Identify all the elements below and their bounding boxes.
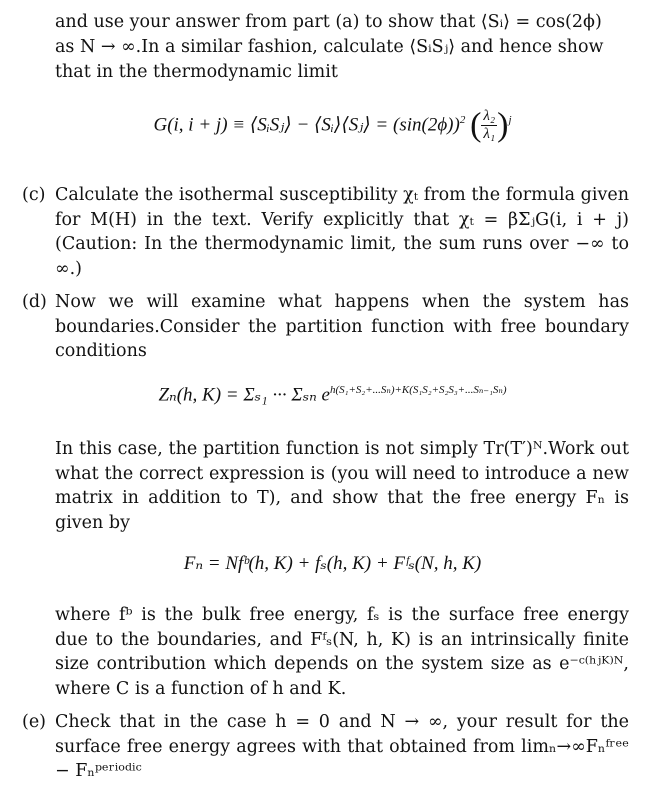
part-d-text-3: where fᵇ is the bulk free energy, fₛ is the surface free energy due to the boundaries, and Fᶠₛ(N, h, K) is an intrinsically finite size contribution which depends on the system size as e⁻ᶜ⁽ʰʲᴷ⁾ᴺ, where C is a function of h and K. xyxy=(55,605,629,699)
correlation-power: 2 xyxy=(459,114,466,126)
partition-base: Zₙ(h, K) = Σₛ₁ ··· Σₛₙ e xyxy=(158,384,330,406)
part-e-text: Check that in the case h = 0 and N → ∞, your result for the surface free energy agrees with that obtained from limₙ→∞Fₙᶠʳᵉᵉ − Fₙᵖᵉʳⁱᵒᵈⁱᶜ xyxy=(55,712,629,781)
lambda-ratio xyxy=(481,108,497,143)
partition-equation xyxy=(0,378,665,408)
part-d-text-2: In this case, the partition function is not simply Tr(T′)ᴺ.Work out what the correct expression is (you will need to introduce a new matrix in addition to T), and show that the free energy Fₙ is given by xyxy=(55,439,629,533)
correlation-lhs: G(i, i + j) ≡ ⟨SᵢSⱼ⟩ − ⟨Sᵢ⟩⟨Sⱼ⟩ = (sin(2ϕ)) xyxy=(153,114,460,136)
part-c-text: Calculate the isothermal susceptibility χₜ from the formula given for M(H) in the text. Verify explicitly that χₜ = βΣⱼG(i, i + j) (Caution: In the thermodynamic limit, the sum runs over −∞ to ∞.) xyxy=(55,185,629,279)
intro-line-1: and use your answer from part (a) to show that ⟨Sᵢ⟩ = cos(2ϕ) xyxy=(55,12,602,32)
free-energy-equation: Fₙ = Nfᵇ(h, K) + fₛ(h, K) + Fᶠₛ(N, h, K) xyxy=(183,553,482,574)
partition-exponent: h(S₁+S₂+...Sₙ)+K(S₁S₂+S₂S₃+...Sₙ₋₁Sₙ) xyxy=(329,384,507,396)
part-c-label: (c) xyxy=(22,185,46,205)
correlation-exponent: j xyxy=(508,114,512,126)
correlation-equation: G(i, i + j) ≡ ⟨SᵢSⱼ⟩ − ⟨Sᵢ⟩⟨Sⱼ⟩ = $(\sin(2\phi))^2$ ( $\frac{\text{λ₂}}{\text{λ₁}}$ )$^j$ xyxy=(153,106,512,144)
lambda-denominator: λ₁ xyxy=(483,126,496,143)
intro-line-2: as N → ∞.In a similar fashion, calculate ⟨SᵢSⱼ⟩ and hence show xyxy=(55,37,604,57)
part-d-label: (d) xyxy=(22,292,47,312)
lambda-numerator: λ₂ xyxy=(483,108,496,125)
part-d-text: Now we will examine what happens when the system has boundaries.Consider the partition function with free boundary conditions xyxy=(55,292,629,361)
part-e-label: (e) xyxy=(22,712,47,732)
intro-line-3: that in the thermodynamic limit xyxy=(55,62,338,82)
